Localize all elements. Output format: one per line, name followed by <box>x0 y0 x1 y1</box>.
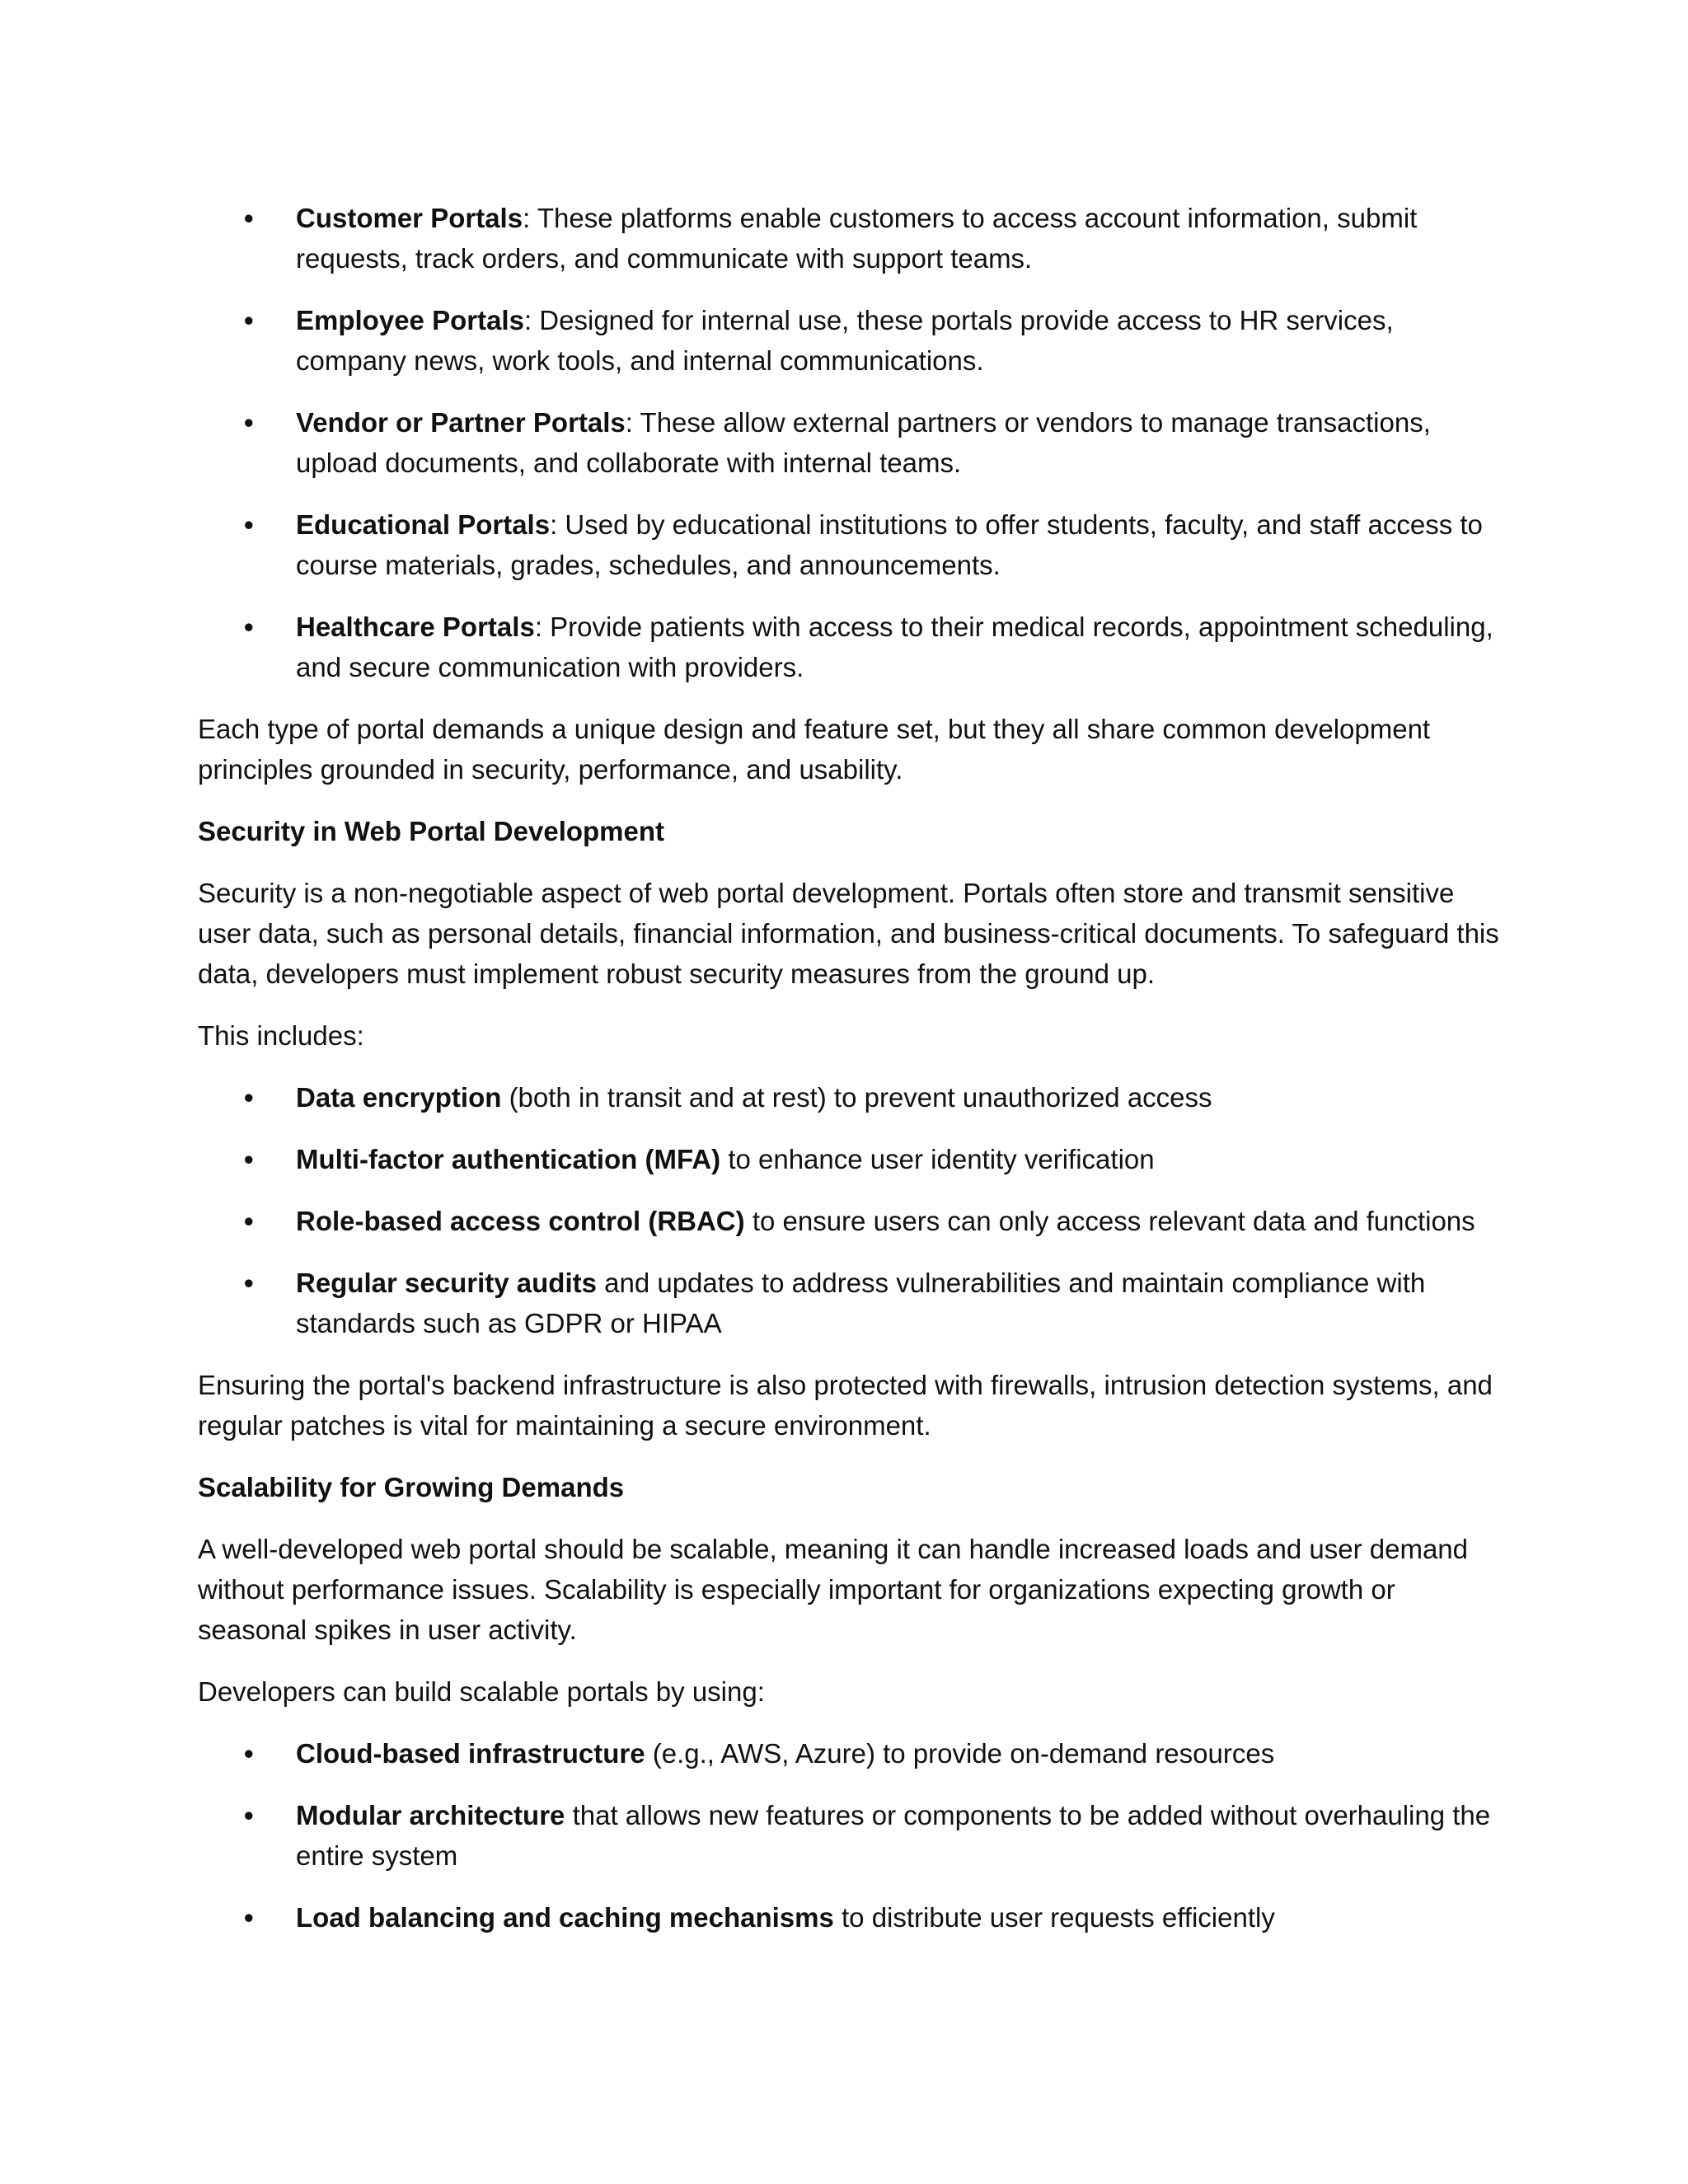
list-item-separator <box>597 1268 604 1298</box>
list-item-text: (e.g., AWS, Azure) to provide on-demand resources <box>652 1738 1275 1769</box>
section-heading-scalability: Scalability for Growing Demands <box>198 1472 625 1502</box>
list-item-term: Educational Portals <box>296 509 551 540</box>
bullet-icon: • <box>244 1206 254 1236</box>
list-item-text: These allow external partners or vendors to manage transactions, upload documents, and collaborate with internal teams. <box>296 407 1431 478</box>
paragraph-backend: Ensuring the portal's backend infrastructure is also protected with firewalls, intrusion detection systems, and regular patches is vital for maintaining a secure environment. <box>198 1370 1493 1441</box>
list-item-separator <box>834 1902 842 1933</box>
list-item-term: Employee Portals <box>296 305 524 335</box>
list-item <box>198 1263 1500 1343</box>
paragraph-scalability: A well-developed web portal should be scalable, meaning it can handle increased loads and user demand without performance issues. Scalability is especially important for organizations expecting growth or seasonal spikes in user activity. <box>198 1534 1469 1645</box>
list-item <box>198 1795 1500 1876</box>
list-item <box>198 504 1500 585</box>
security-measures-list <box>198 1077 1500 1343</box>
bullet-icon: • <box>244 509 254 540</box>
paragraph-this-includes: This includes: <box>198 1020 364 1051</box>
bullet-icon: • <box>244 1082 254 1113</box>
bullet-icon: • <box>244 1144 254 1174</box>
list-item-term: Cloud-based infrastructure <box>296 1738 645 1769</box>
list-item-text: that allows new features or components to be added without overhauling the entire system <box>296 1800 1491 1871</box>
list-item-term: Load balancing and caching mechanisms <box>296 1902 834 1933</box>
bullet-icon: • <box>244 1738 254 1769</box>
list-item-text: to distribute user requests efficiently <box>842 1902 1275 1933</box>
list-item-term: Role-based access control (RBAC) <box>296 1206 745 1236</box>
document-body <box>198 198 1500 1959</box>
paragraph-developers: Developers can build scalable portals by using: <box>198 1676 765 1707</box>
list-item-text: These platforms enable customers to access account information, submit requests, track orders, and communicate with support teams. <box>296 203 1418 274</box>
list-item <box>198 300 1500 381</box>
list-item-term: Healthcare Portals <box>296 612 535 642</box>
list-item-term: Customer Portals <box>296 203 523 233</box>
bullet-icon: • <box>244 203 254 233</box>
list-item-term: Regular security audits <box>296 1268 597 1298</box>
bullet-icon: • <box>244 1800 254 1830</box>
list-item-separator: : <box>534 612 551 642</box>
portal-types-list <box>198 198 1500 687</box>
paragraph-each-type: Each type of portal demands a unique design and feature set, but they all share common development principles grounded in security, performance, and usability. <box>198 714 1431 785</box>
list-item-separator <box>645 1738 653 1769</box>
bullet-icon: • <box>244 1268 254 1298</box>
section-heading-security: Security in Web Portal Development <box>198 816 665 846</box>
list-item-separator <box>745 1206 753 1236</box>
list-item-term: Data encryption <box>296 1082 502 1113</box>
list-item-text: (both in transit and at rest) to prevent unauthorized access <box>509 1082 1212 1113</box>
bullet-icon: • <box>244 612 254 642</box>
list-item <box>198 1897 1500 1938</box>
list-item-term: Vendor or Partner Portals <box>296 407 626 438</box>
list-item-term: Modular architecture <box>296 1800 565 1830</box>
list-item <box>198 198 1500 279</box>
list-item-term: Multi-factor authentication (MFA) <box>296 1144 721 1174</box>
list-item-separator: : <box>523 305 540 335</box>
list-item <box>198 1201 1500 1241</box>
list-item <box>198 402 1500 483</box>
list-item <box>198 607 1500 687</box>
list-item-text: to enhance user identity verification <box>728 1144 1155 1174</box>
paragraph-security: Security is a non-negotiable aspect of web portal development. Portals often store and transmit sensitive user data, such as personal details, financial information, and business-critical documents. To safeguard this data, developers must implement robust security measures from the ground up. <box>198 878 1499 989</box>
list-item-text: Provide patients with access to their medical records, appointment scheduling, and secure communication with providers. <box>296 612 1493 682</box>
list-item-text: Used by educational institutions to offer students, faculty, and staff access to course materials, grades, schedules, and announcements. <box>296 509 1483 580</box>
bullet-icon: • <box>244 407 254 438</box>
list-item-separator <box>501 1082 509 1113</box>
list-item-separator <box>565 1800 572 1830</box>
list-item <box>198 1077 1500 1118</box>
list-item-separator: : <box>550 509 565 540</box>
bullet-icon: • <box>244 305 254 335</box>
bullet-icon: • <box>244 1902 254 1933</box>
list-item-separator: : <box>523 203 537 233</box>
scalability-list <box>198 1733 1500 1938</box>
list-item <box>198 1733 1500 1774</box>
list-item-separator <box>720 1144 728 1174</box>
list-item-text: Designed for internal use, these portals provide access to HR services, company news, work tools, and internal communications. <box>296 305 1394 376</box>
list-item <box>198 1139 1500 1179</box>
list-item-text: and updates to address vulnerabilities and maintain compliance with standards such as GDPR or HIPAA <box>296 1268 1426 1338</box>
list-item-separator: : <box>625 407 640 438</box>
list-item-text: to ensure users can only access relevant data and functions <box>752 1206 1475 1236</box>
